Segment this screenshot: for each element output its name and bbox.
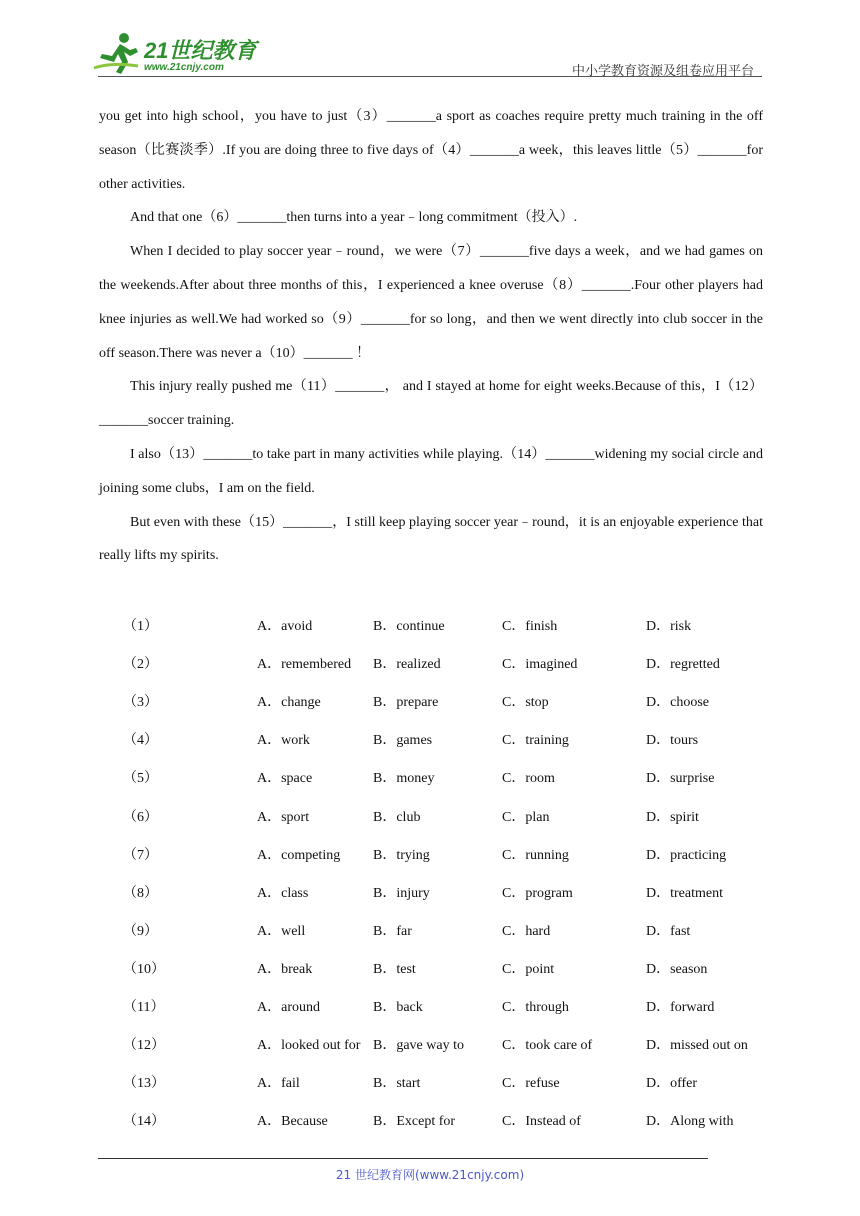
logo-url: www.21cnjy.com	[144, 62, 224, 73]
option-a: A．well	[257, 923, 306, 939]
page-header	[0, 0, 860, 80]
header-platform-title: 中小学教育资源及组卷应用平台	[571, 64, 754, 79]
option-row	[99, 758, 766, 796]
option-row	[99, 606, 766, 644]
option-b: B．trying	[373, 847, 430, 863]
question-number: （11）	[123, 999, 165, 1015]
option-d: D．regretted	[646, 657, 720, 673]
option-c: C．running	[502, 847, 569, 863]
option-b: B．gave way to	[373, 1038, 464, 1054]
option-a: A．class	[257, 885, 309, 901]
passage-paragraph: But even with these（15）_______，I still keep playing soccer year﹣round，it is an enjoyable experience that really lifts my spirits.	[99, 514, 763, 564]
option-b: B．far	[373, 923, 412, 939]
option-row	[99, 873, 766, 911]
passage-paragraph: When I decided to play soccer year﹣round，we were（7）_______five days a week，and we had games on the weekends.After about three months of this，I experienced a knee overuse（8）_______.Four other players had knee injuries as well.We had worked so（9）_______for so long，and then we went directly into club soccer in the off season.There was never a（10）_______ ！	[99, 244, 763, 361]
question-number: （3）	[123, 695, 158, 711]
option-row	[99, 720, 766, 758]
passage-paragraph: you get into high school，you have to just（3）_______a sport as coaches require pretty much training in the off season（比赛淡季）.If you are doing three to five days of（4）_______a week，this leaves little（5）_______for other activities.	[99, 109, 763, 192]
question-number: （1）	[123, 619, 158, 635]
option-a: A．fail	[257, 1076, 300, 1092]
option-row	[99, 796, 766, 834]
question-number: （7）	[123, 847, 158, 863]
question-number: （8）	[123, 885, 158, 901]
question-number: （5）	[123, 771, 158, 787]
option-b: B．realized	[373, 657, 441, 673]
option-a: A．looked out for	[257, 1038, 361, 1054]
footer-text: 21 世纪教育网(www.21cnjy.com)	[335, 1168, 525, 1182]
option-c: C．finish	[502, 619, 558, 635]
footer-divider	[98, 1158, 708, 1159]
option-d: D．treatment	[646, 885, 723, 901]
option-b: B．games	[373, 733, 433, 749]
option-row	[99, 911, 766, 949]
option-c: C．room	[502, 771, 555, 787]
passage-paragraph: I also（13）_______to take part in many activities while playing.（14）_______widening my social circle and joining some clubs，I am on the field.	[99, 446, 763, 496]
option-a: A．sport	[257, 809, 310, 825]
option-c: C．training	[502, 733, 569, 749]
header-divider	[98, 76, 762, 77]
option-c: C．imagined	[502, 657, 578, 673]
logo	[92, 32, 262, 78]
option-a: A．work	[257, 733, 310, 749]
option-a: A．competing	[257, 847, 341, 863]
option-c: C．refuse	[502, 1076, 560, 1092]
option-b: B．money	[373, 771, 435, 787]
question-number: （14）	[123, 1114, 165, 1130]
option-d: D．offer	[646, 1076, 698, 1092]
option-c: C．point	[502, 961, 555, 977]
option-row	[99, 987, 766, 1025]
runner-logo-icon	[92, 32, 142, 76]
option-b: B．continue	[373, 619, 445, 635]
option-a: A．avoid	[257, 619, 313, 635]
option-d: D．practicing	[646, 847, 727, 863]
option-c: C．Instead of	[502, 1114, 581, 1130]
option-b: B．injury	[373, 885, 430, 901]
option-a: A．space	[257, 771, 313, 787]
option-row	[99, 682, 766, 720]
option-b: B．prepare	[373, 695, 439, 711]
option-d: D．tours	[646, 733, 699, 749]
option-row	[99, 1101, 766, 1139]
options-table	[99, 606, 766, 1139]
question-number: （4）	[123, 733, 158, 749]
option-c: C．program	[502, 885, 573, 901]
option-c: C．hard	[502, 923, 551, 939]
option-d: D．risk	[646, 619, 692, 635]
passage-paragraph: And that one（6）_______then turns into a year﹣long commitment（投入）.	[130, 210, 578, 226]
option-a: A．change	[257, 695, 321, 711]
option-d: D．choose	[646, 695, 709, 711]
option-c: C．plan	[502, 809, 550, 825]
option-a: A．remembered	[257, 657, 352, 673]
option-row	[99, 1025, 766, 1063]
option-d: D．fast	[646, 923, 691, 939]
option-d: D．forward	[646, 999, 715, 1015]
question-number: （13）	[123, 1076, 165, 1092]
option-d: D．Along with	[646, 1114, 734, 1130]
option-row	[99, 949, 766, 987]
option-b: B．test	[373, 961, 416, 977]
logo-text: 21世纪教育	[144, 38, 257, 63]
option-b: B．start	[373, 1076, 421, 1092]
option-c: C．took care of	[502, 1038, 593, 1054]
question-number: （10）	[123, 961, 165, 977]
option-a: A．Because	[257, 1114, 328, 1130]
question-number: （2）	[123, 657, 158, 673]
option-a: A．break	[257, 961, 313, 977]
question-number: （12）	[123, 1038, 165, 1054]
option-row	[99, 644, 766, 682]
passage-paragraph: This injury really pushed me（11）_______， and I stayed at home for eight weeks.Because of this，I（12）_______soccer training.	[99, 379, 763, 429]
option-c: C．through	[502, 999, 569, 1015]
option-row	[99, 835, 766, 873]
question-number: （9）	[123, 923, 158, 939]
option-b: B．club	[373, 809, 421, 825]
option-a: A．around	[257, 999, 320, 1015]
option-d: D．spirit	[646, 809, 699, 825]
option-d: D．season	[646, 961, 708, 977]
option-d: D．surprise	[646, 771, 715, 787]
option-c: C．stop	[502, 695, 549, 711]
option-row	[99, 1063, 766, 1101]
question-number: （6）	[123, 809, 158, 825]
option-b: B．Except for	[373, 1114, 456, 1130]
passage	[99, 100, 763, 573]
option-d: D．missed out on	[646, 1038, 748, 1054]
option-b: B．back	[373, 999, 423, 1015]
